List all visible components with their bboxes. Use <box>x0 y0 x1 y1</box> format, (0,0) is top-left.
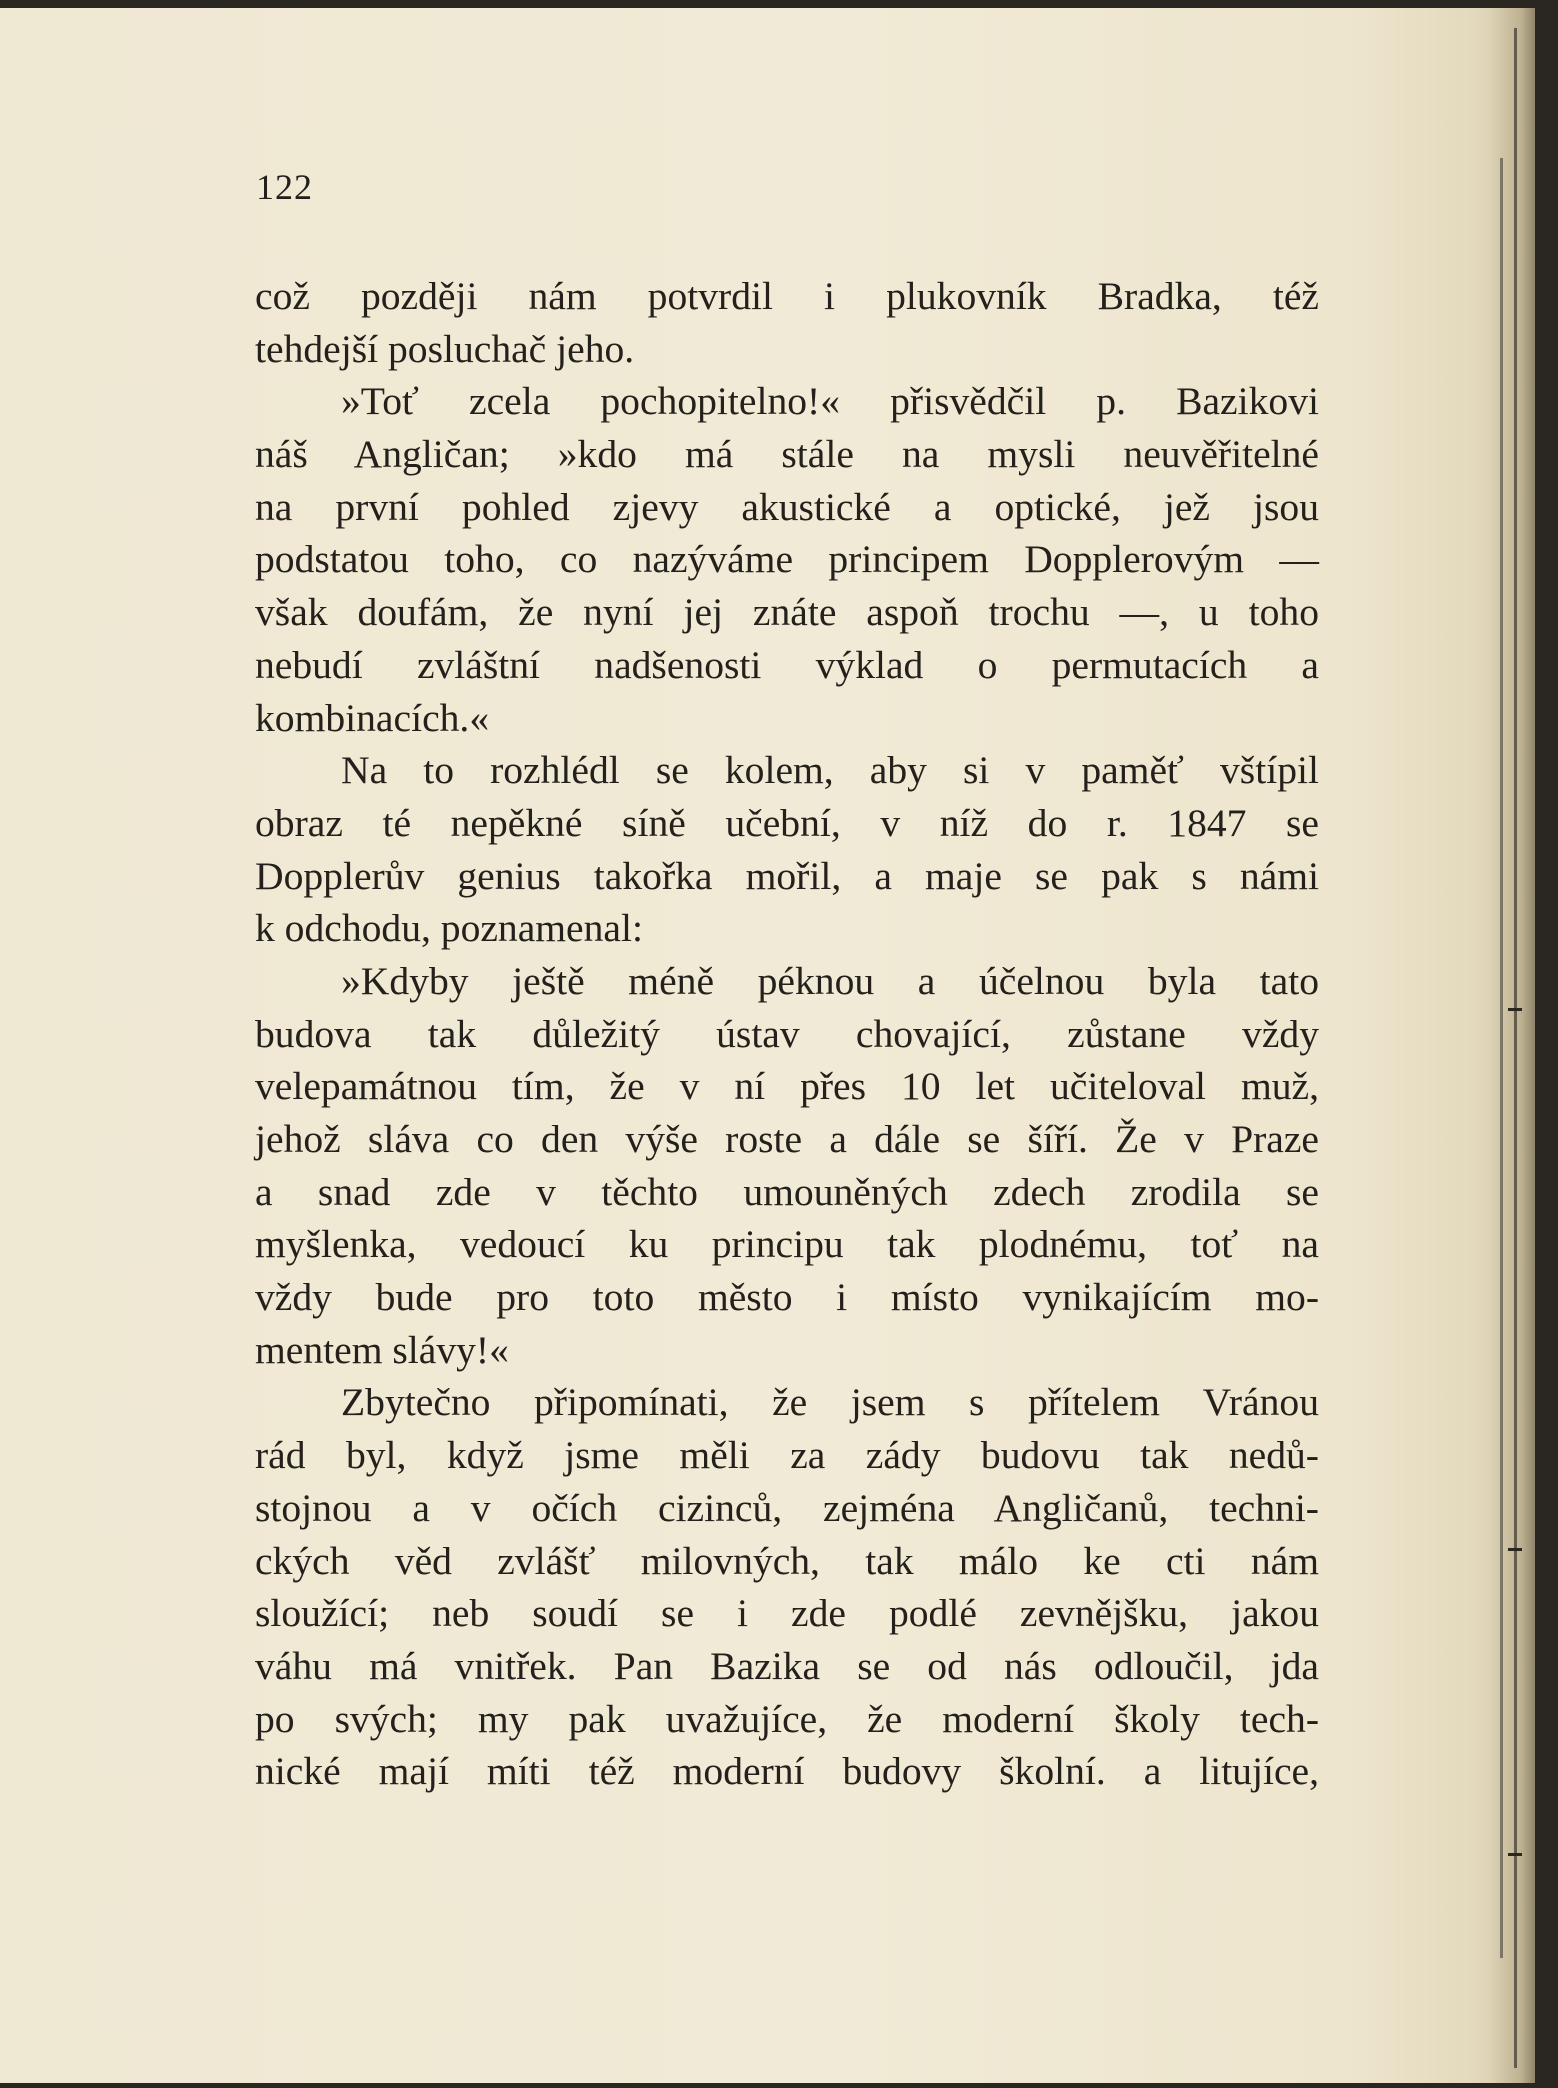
text-line: rád byl, když jsme měli za zády budovu tak nedů- <box>255 1433 1319 1478</box>
text-line: obraz té nepěkné síně učební, v níž do r. 1847 se <box>255 800 1319 845</box>
page-edge-mark <box>1508 1548 1522 1551</box>
text-line: nebudí zvláštní nadšenosti výklad o permutacích a <box>255 642 1319 687</box>
text-line: ckých věd zvlášť milovných, tak málo ke cti nám <box>255 1538 1319 1583</box>
text-line: však doufám, že nyní jej znáte aspoň trochu —, u toho <box>255 590 1319 635</box>
text-line: váhu má vnitřek. Pan Bazika se od nás odloučil, jda <box>255 1643 1319 1688</box>
page-edge-mark <box>1508 1008 1522 1011</box>
text-line: po svých; my pak uvažujíce, že moderní školy tech- <box>255 1696 1319 1741</box>
text-line: »Kdyby ještě méně péknou a účelnou byla tato <box>341 958 1319 1003</box>
text-line: velepamátnou tím, že v ní přes 10 let učiteloval muž, <box>255 1064 1319 1109</box>
text-line: Na to rozhlédl se kolem, aby si v paměť vštípil <box>341 748 1319 793</box>
page-number: 122 <box>256 167 313 207</box>
gutter-shadow <box>1490 8 1535 2083</box>
text-line: »Toť zcela pochopitelno!« přisvědčil p. Bazikovi <box>341 379 1319 424</box>
text-line: sloužící; neb soudí se i zde podlé zevnějšku, jakou <box>255 1591 1319 1636</box>
text-line: mentem slávy!« <box>255 1327 509 1372</box>
text-line: stojnou a v očích cizinců, zejména Angličanů, techni- <box>255 1485 1319 1530</box>
page-edge-line <box>1514 28 1517 2068</box>
text-line: nické mají míti též moderní budovy školní. a litujíce, <box>255 1749 1319 1794</box>
text-line: náš Angličan; »kdo má stále na mysli neuvěřitelné <box>255 432 1319 477</box>
text-line: Dopplerův genius takořka mořil, a maje se pak s námi <box>255 853 1319 898</box>
text-line: a snad zde v těchto umouněných zdech zrodila se <box>255 1169 1319 1214</box>
text-line: Zbytečno připomínati, že jsem s přítelem Vránou <box>341 1380 1319 1425</box>
text-line: budova tak důležitý ústav chovající, zůstane vždy <box>255 1011 1319 1056</box>
page-sheet <box>0 8 1535 2083</box>
text-line: což později nám potvrdil i plukovník Bradka, též <box>255 274 1319 318</box>
text-line: kombinacích.« <box>255 695 490 740</box>
text-line: na první pohled zjevy akustické a optické, jež jsou <box>255 484 1319 529</box>
page-edge-mark <box>1508 1853 1522 1856</box>
text-line: jehož sláva co den výše roste a dále se šíří. Že v Praze <box>255 1117 1319 1161</box>
text-line: k odchodu, poznamenal: <box>255 906 643 951</box>
page-edge-line <box>1500 158 1503 1958</box>
text-line: tehdejší posluchač jeho. <box>255 326 635 371</box>
body-text <box>255 270 1319 1798</box>
text-line: myšlenka, vedoucí ku principu tak plodnému, toť na <box>255 1222 1319 1267</box>
text-line: podstatou toho, co nazýváme principem Dopplerovým — <box>255 537 1319 582</box>
text-line: vždy bude pro toto město i místo vynikajícím mo- <box>255 1275 1319 1320</box>
